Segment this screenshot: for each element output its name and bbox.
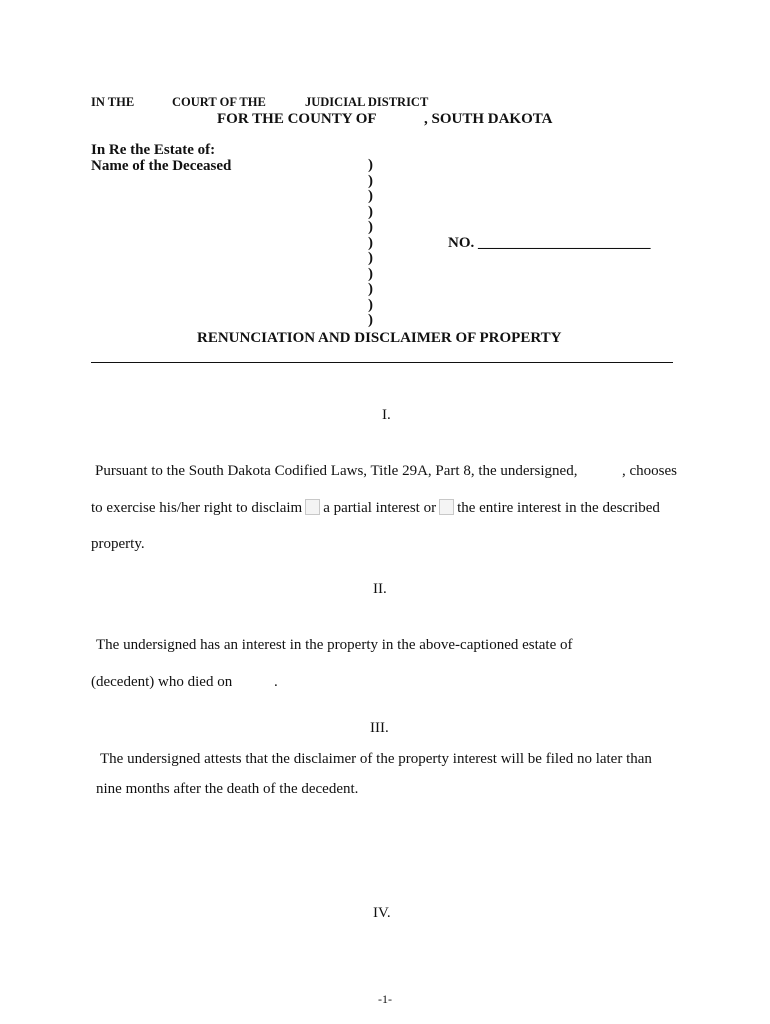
header-in-the: IN THE: [91, 95, 135, 109]
page-number: -1-: [378, 992, 392, 1006]
caption-paren: ): [368, 234, 373, 251]
disclaim-text: to exercise his/her right to disclaim: [91, 500, 303, 516]
header-judicial-district: JUDICIAL DISTRICT: [305, 95, 429, 109]
caption-paren: ): [368, 281, 373, 297]
caption-paren: ): [368, 296, 373, 313]
caption-paren: ): [368, 219, 373, 235]
header-county: FOR THE COUNTY OF: [217, 111, 377, 127]
caption-paren: ): [368, 203, 373, 220]
entire-interest-checkbox[interactable]: [439, 499, 454, 515]
section-2-numeral: II.: [373, 581, 387, 597]
header-state: , SOUTH DAKOTA: [424, 111, 553, 127]
section-2-line-2a: (decedent) who died on: [91, 674, 233, 690]
caption-paren: ): [368, 157, 373, 173]
caption-paren: ): [368, 172, 373, 189]
partial-interest-checkbox[interactable]: [305, 499, 320, 515]
caption-paren: ): [368, 188, 373, 204]
caption-paren: ): [368, 250, 373, 266]
section-3-numeral: III.: [370, 720, 389, 736]
case-number: NO. _______________________: [448, 235, 651, 251]
section-1-line-1a: Pursuant to the South Dakota Codified Laws, Title 29A, Part 8, the undersigned,: [95, 463, 578, 479]
section-1-line-1b: , chooses: [622, 463, 677, 479]
section-2-line-2b: .: [274, 674, 278, 690]
caption-deceased-name: Name of the Deceased: [91, 158, 232, 174]
entire-interest-label: the entire interest in the described: [457, 500, 660, 516]
header-court-of-the: COURT OF THE: [172, 95, 266, 109]
section-3-line-1: The undersigned attests that the disclaimer of the property interest will be filed no later than: [100, 751, 652, 767]
section-3-line-2: nine months after the death of the decedent.: [96, 781, 359, 797]
document-title: RENUNCIATION AND DISCLAIMER OF PROPERTY: [197, 330, 562, 346]
section-4-numeral: IV.: [373, 905, 391, 921]
section-2-line-1: The undersigned has an interest in the property in the above-captioned estate of: [96, 637, 573, 653]
section-1-numeral: I.: [382, 407, 391, 423]
section-1-line-3: property.: [91, 536, 145, 552]
caption-paren: ): [368, 312, 373, 328]
caption-paren: ): [368, 265, 373, 282]
partial-interest-label: a partial interest or: [323, 500, 437, 516]
caption-paren-column: [368, 158, 373, 329]
title-divider: [91, 362, 673, 363]
caption-in-re: In Re the Estate of:: [91, 142, 216, 158]
section-1-line-2: [91, 499, 660, 517]
